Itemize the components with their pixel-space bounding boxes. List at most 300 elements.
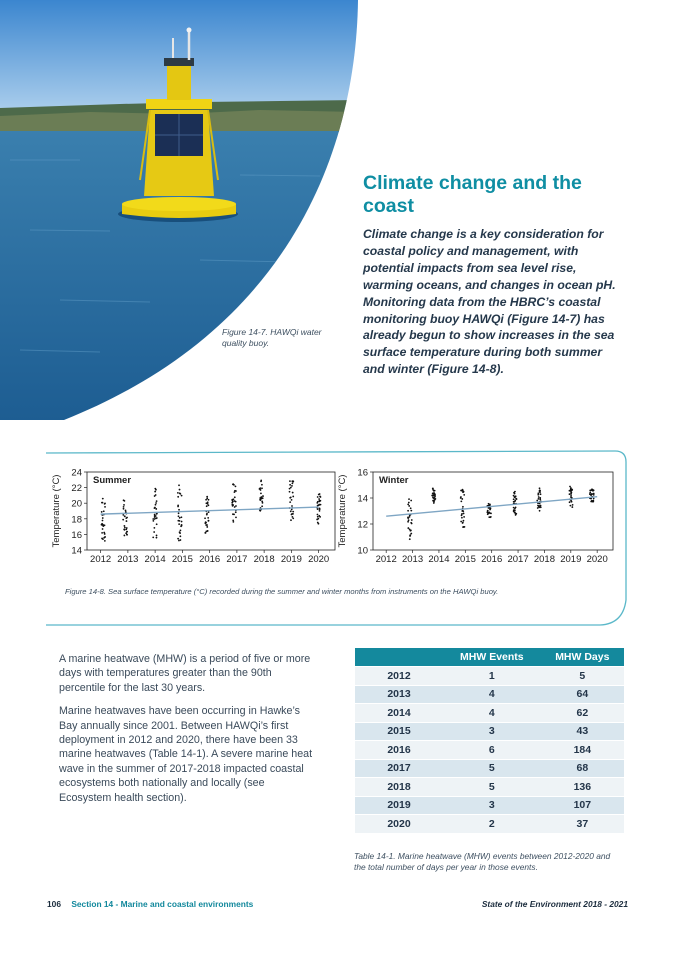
data-point (232, 500, 234, 502)
data-point (103, 510, 105, 512)
data-point (410, 507, 412, 509)
data-point (537, 507, 539, 509)
data-point (460, 500, 462, 502)
footer-left (47, 899, 253, 909)
data-point (204, 517, 206, 519)
data-point (156, 537, 158, 539)
data-cluster (316, 493, 321, 524)
data-point (104, 540, 106, 542)
data-point (408, 498, 410, 500)
data-cluster (101, 498, 106, 542)
x-tick-label: 2017 (507, 554, 529, 565)
y-axis-label: Temperature (°C) (51, 474, 62, 548)
y-tick-label: 10 (357, 545, 368, 557)
data-point (410, 510, 412, 512)
x-tick-label: 2015 (454, 554, 476, 565)
data-point (123, 499, 125, 501)
data-point (317, 522, 319, 524)
data-point (432, 489, 434, 491)
data-point (104, 506, 106, 508)
cell-days: 43 (541, 722, 624, 741)
data-point (538, 498, 540, 500)
data-point (102, 517, 104, 519)
data-point (432, 500, 434, 502)
data-point (102, 502, 104, 504)
data-point (179, 535, 181, 537)
data-cluster (289, 480, 295, 521)
data-point (409, 516, 411, 518)
data-point (291, 516, 293, 518)
data-cluster (204, 496, 209, 534)
data-point (538, 506, 540, 508)
data-point (461, 510, 463, 512)
data-point (179, 492, 181, 494)
data-point (181, 495, 183, 497)
data-point (513, 495, 515, 497)
table-row (355, 667, 624, 686)
data-point (408, 502, 410, 504)
data-point (290, 496, 292, 498)
cell-events: 3 (443, 722, 541, 741)
data-point (292, 492, 294, 494)
data-point (206, 505, 208, 507)
data-point (319, 493, 321, 495)
data-point (154, 491, 156, 493)
cell-events: 5 (443, 778, 541, 797)
cell-events: 4 (443, 704, 541, 723)
data-cluster (486, 503, 491, 518)
data-point (103, 532, 105, 534)
data-point (410, 533, 412, 535)
body-text (59, 652, 317, 814)
winter-chart (337, 468, 613, 566)
x-tick-label: 2013 (401, 554, 424, 565)
data-point (180, 539, 182, 541)
data-point (178, 515, 180, 517)
data-point (463, 516, 465, 518)
data-point (317, 496, 319, 498)
data-point (291, 485, 293, 487)
data-point (291, 499, 293, 501)
data-point (514, 510, 516, 512)
data-cluster (569, 486, 574, 508)
data-point (489, 516, 491, 518)
data-point (434, 498, 436, 500)
body-paragraph: A marine heatwave (MHW) is a period of five or more days with temperatures greater than the 90th percentile for the last 30 years. (59, 653, 311, 694)
data-point (407, 521, 409, 523)
chart-title: Winter (379, 475, 409, 486)
data-point (461, 517, 463, 519)
data-point (411, 519, 413, 521)
page-title: Climate change and the coast (363, 172, 582, 217)
data-point (539, 503, 541, 505)
data-point (261, 501, 263, 503)
data-point (179, 489, 181, 491)
data-point (514, 508, 516, 510)
data-point (261, 505, 263, 507)
table-row (355, 815, 624, 833)
data-point (178, 523, 180, 525)
table-header-year (355, 648, 443, 667)
data-point (593, 498, 595, 500)
data-point (537, 494, 539, 496)
data-point (317, 508, 319, 510)
data-point (571, 506, 573, 508)
x-tick-label: 2015 (171, 554, 193, 565)
data-point (316, 519, 318, 521)
cell-events: 5 (443, 759, 541, 778)
data-point (317, 516, 319, 518)
data-point (592, 500, 594, 502)
data-point (155, 504, 157, 506)
y-tick-label: 16 (71, 529, 82, 541)
data-point (181, 521, 183, 523)
data-point (432, 487, 434, 489)
data-point (570, 500, 572, 502)
data-point (208, 499, 210, 501)
data-point (410, 500, 412, 502)
data-point (569, 501, 571, 503)
data-point (290, 519, 292, 521)
data-point (407, 510, 409, 512)
data-point (177, 538, 179, 540)
data-point (181, 524, 183, 526)
data-point (262, 495, 264, 497)
cell-days: 107 (541, 796, 624, 815)
cell-days: 68 (541, 759, 624, 778)
data-point (181, 516, 183, 518)
data-point (539, 498, 541, 500)
data-point (462, 506, 464, 508)
trend-line (101, 507, 319, 514)
table-header-days: MHW Days (541, 648, 624, 667)
data-point (292, 480, 294, 482)
data-point (260, 489, 262, 491)
data-point (463, 494, 465, 496)
y-tick-label: 18 (71, 514, 82, 526)
data-point (572, 504, 574, 506)
data-point (289, 488, 291, 490)
data-point (207, 517, 209, 519)
plot-area (373, 472, 613, 550)
data-point (179, 532, 181, 534)
data-point (180, 529, 182, 531)
data-point (539, 490, 541, 492)
data-point (126, 520, 128, 522)
data-point (153, 531, 155, 533)
data-point (177, 492, 179, 494)
data-point (570, 494, 572, 496)
data-point (233, 514, 235, 516)
data-point (123, 504, 125, 506)
table-header-row (355, 648, 624, 667)
data-point (460, 521, 462, 523)
data-point (289, 480, 291, 482)
data-point (125, 517, 127, 519)
data-point (316, 502, 318, 504)
figure-14-8 (45, 450, 627, 626)
data-point (591, 493, 593, 495)
cell-days: 136 (541, 778, 624, 797)
data-point (569, 493, 571, 495)
x-tick-label: 2018 (533, 554, 555, 565)
data-point (291, 505, 293, 507)
data-point (433, 494, 435, 496)
data-point (206, 524, 208, 526)
data-point (408, 519, 410, 521)
data-point (208, 520, 210, 522)
data-point (205, 522, 207, 524)
data-point (407, 503, 409, 505)
data-point (152, 520, 154, 522)
x-tick-label: 2016 (481, 554, 503, 565)
data-point (261, 487, 263, 489)
data-point (318, 504, 320, 506)
data-point (235, 501, 237, 503)
cell-events: 4 (443, 685, 541, 704)
y-tick-label: 12 (357, 519, 368, 531)
x-tick-label: 2013 (117, 554, 139, 565)
data-point (123, 525, 125, 527)
data-point (124, 527, 126, 529)
cell-events: 2 (443, 815, 541, 833)
data-point (290, 510, 292, 512)
data-point (461, 490, 463, 492)
data-point (540, 506, 542, 508)
data-point (291, 482, 293, 484)
data-point (260, 480, 262, 482)
data-point (206, 496, 208, 498)
data-point (319, 500, 321, 502)
cell-year: 2019 (355, 796, 443, 815)
data-point (103, 537, 105, 539)
cell-year: 2020 (355, 815, 443, 833)
data-point (122, 519, 124, 521)
data-point (461, 514, 463, 516)
data-point (539, 487, 541, 489)
data-cluster (259, 480, 264, 512)
chart-title: Summer (93, 475, 132, 486)
y-tick-label: 16 (357, 467, 368, 479)
data-point (123, 506, 125, 508)
mhw-table (355, 648, 624, 833)
data-point (154, 488, 156, 490)
x-tick-label: 2012 (375, 554, 397, 565)
data-point (320, 504, 322, 506)
data-point (122, 514, 124, 516)
data-point (178, 509, 180, 511)
data-point (291, 509, 293, 511)
y-tick-label: 22 (71, 483, 82, 495)
data-point (178, 512, 180, 514)
data-point (208, 504, 210, 506)
figure-frame (45, 450, 627, 626)
table-row (355, 704, 624, 723)
data-point (289, 484, 291, 486)
cell-year: 2013 (355, 685, 443, 704)
data-point (590, 489, 592, 491)
x-tick-label: 2014 (144, 554, 166, 565)
data-point (291, 514, 293, 516)
x-tick-label: 2012 (90, 554, 112, 565)
data-point (208, 511, 210, 513)
data-point (155, 502, 157, 504)
y-tick-label: 24 (71, 467, 82, 479)
data-point (231, 504, 233, 506)
data-point (232, 483, 234, 485)
data-point (152, 518, 154, 520)
data-point (432, 495, 434, 497)
data-point (292, 496, 294, 498)
table-row (355, 722, 624, 741)
table-row (355, 685, 624, 704)
table-row (355, 796, 624, 815)
data-point (540, 505, 542, 507)
data-point (235, 511, 237, 513)
data-point (292, 511, 294, 513)
data-point (593, 493, 595, 495)
data-point (102, 520, 104, 522)
data-point (154, 495, 156, 497)
page-number: 106 (47, 899, 61, 909)
data-point (234, 496, 236, 498)
data-point (234, 490, 236, 492)
data-point (460, 496, 462, 498)
data-point (101, 532, 103, 534)
data-point (154, 507, 156, 509)
data-point (101, 511, 103, 513)
data-point (539, 510, 541, 512)
data-point (126, 531, 128, 533)
data-point (124, 515, 126, 517)
data-point (514, 491, 516, 493)
data-point (318, 515, 320, 517)
data-point (462, 526, 464, 528)
data-point (289, 491, 291, 493)
data-point (123, 508, 125, 510)
table-row (355, 741, 624, 760)
data-point (126, 534, 128, 536)
cell-events: 6 (443, 741, 541, 760)
data-point (292, 517, 294, 519)
y-tick-label: 14 (71, 545, 82, 557)
data-cluster (152, 488, 157, 539)
data-point (592, 489, 594, 491)
data-point (261, 484, 263, 486)
data-point (410, 530, 412, 532)
data-point (319, 510, 321, 512)
data-point (461, 498, 463, 500)
data-point (570, 505, 572, 507)
summer-chart (51, 468, 335, 566)
data-point (156, 517, 158, 519)
cell-year: 2012 (355, 667, 443, 686)
x-tick-label: 2020 (308, 554, 330, 565)
data-point (319, 508, 321, 510)
cell-days: 5 (541, 667, 624, 686)
data-point (538, 496, 540, 498)
data-point (178, 484, 180, 486)
data-point (570, 492, 572, 494)
cell-days: 64 (541, 685, 624, 704)
data-point (514, 512, 516, 514)
table-row (355, 759, 624, 778)
data-point (177, 520, 179, 522)
data-point (154, 515, 156, 517)
table-caption: Table 14-1. Marine heatwave (MHW) events between 2012-2020 and the total number of days per year in those events. (354, 851, 611, 872)
x-tick-label: 2014 (428, 554, 450, 565)
data-point (234, 506, 236, 508)
x-tick-label: 2017 (226, 554, 248, 565)
cell-events: 3 (443, 796, 541, 815)
data-point (102, 528, 104, 530)
data-point (463, 520, 465, 522)
data-point (408, 505, 410, 507)
data-point (207, 501, 209, 503)
data-point (570, 488, 572, 490)
data-point (156, 500, 158, 502)
data-point (104, 503, 106, 505)
data-cluster (513, 491, 518, 516)
data-point (318, 498, 320, 500)
data-point (261, 498, 263, 500)
data-point (540, 493, 542, 495)
cell-days: 62 (541, 704, 624, 723)
table-header-events: MHW Events (443, 648, 541, 667)
data-cluster (589, 488, 595, 502)
data-cluster (231, 483, 237, 523)
data-point (156, 535, 158, 537)
data-point (569, 486, 571, 488)
data-point (589, 491, 591, 493)
data-point (101, 538, 103, 540)
x-tick-label: 2019 (560, 554, 582, 565)
data-point (153, 527, 155, 529)
data-point (513, 498, 515, 500)
data-point (179, 517, 181, 519)
x-tick-label: 2016 (199, 554, 221, 565)
data-point (156, 523, 158, 525)
data-cluster (122, 499, 128, 536)
data-point (177, 505, 179, 507)
data-point (123, 528, 125, 530)
data-cluster (407, 498, 413, 540)
data-point (152, 536, 154, 538)
data-point (489, 508, 491, 510)
cell-events: 1 (443, 667, 541, 686)
cell-year: 2014 (355, 704, 443, 723)
table-row (355, 778, 624, 797)
cell-year: 2015 (355, 722, 443, 741)
x-tick-label: 2019 (280, 554, 302, 565)
data-point (206, 526, 208, 528)
cell-year: 2017 (355, 759, 443, 778)
cell-year: 2016 (355, 741, 443, 760)
data-point (155, 508, 157, 510)
data-cluster (431, 487, 436, 503)
data-point (462, 522, 464, 524)
data-point (320, 496, 322, 498)
data-point (514, 500, 516, 502)
photo-caption: Figure 14-7. HAWQi water quality buoy. (222, 327, 322, 348)
data-point (206, 514, 208, 516)
data-point (204, 532, 206, 534)
data-point (433, 497, 435, 499)
data-point (490, 512, 492, 514)
data-cluster (536, 487, 541, 511)
data-point (123, 535, 125, 537)
body-paragraph: Marine heatwaves have been occurring in Hawke’s Bay annually since 2001. Between HAWQi’s first deployment in 2012 and 2020, there have been 33 marine heatwaves (Table 14-1). A severe marine heat wave in the summer of 2017-2018 impacted coastal ecosystems both nationally and locally (see Ecosystem health section). (59, 705, 313, 804)
